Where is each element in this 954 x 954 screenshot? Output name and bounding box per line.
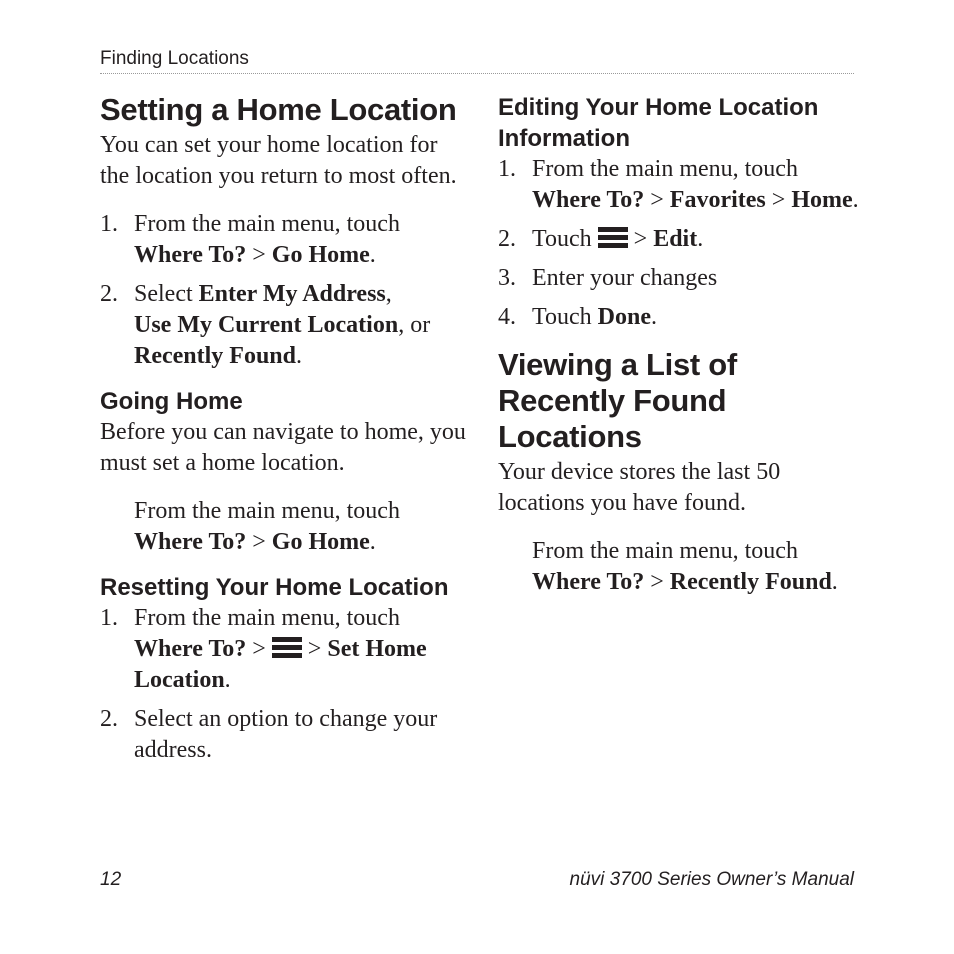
ui-term: Where To? <box>134 242 247 268</box>
ui-term: Where To? <box>532 187 645 213</box>
ui-term: Where To? <box>532 569 645 595</box>
ui-term: Enter My Address <box>198 281 386 307</box>
list-item: 1. From the main menu, touch Where To? > Go Home. <box>100 211 400 268</box>
section-title-recently-found: Viewing a List of Recently Found Locations <box>498 347 737 454</box>
list-item: 2. Select Enter My Address, Use My Current Location, or Recently Found. <box>100 281 431 369</box>
list-item: 4. Touch Done. <box>498 304 657 330</box>
right-column <box>498 92 868 612</box>
left-column <box>100 92 470 780</box>
going-home-instruction: From the main menu, touch Where To? > Go Home. <box>134 498 400 555</box>
recently-found-paragraph: Your device stores the last 50 locations you have found. <box>498 459 781 516</box>
list-item: 2. Touch > Edit. <box>498 226 704 252</box>
ui-term: Recently Found <box>669 569 832 595</box>
ui-term: Use My Current Location <box>134 312 399 338</box>
ui-term: Favorites <box>669 187 766 213</box>
list-item: 3. Enter your changes <box>498 265 718 291</box>
recently-found-instruction: From the main menu, touch Where To? > Recently Found. <box>532 538 838 595</box>
editing-steps <box>498 154 868 333</box>
ui-term: Recently Found <box>134 343 296 369</box>
intro-paragraph: You can set your home location for the location you return to most often. <box>100 132 457 189</box>
list-item: 1. From the main menu, touch Where To? > Favorites > Home. <box>498 156 859 213</box>
subheading-resetting-home: Resetting Your Home Location <box>100 574 449 601</box>
subheading-going-home: Going Home <box>100 388 243 415</box>
list-item: 1. From the main menu, touch Where To? > > Set Home Location. <box>100 605 427 693</box>
menu-icon <box>598 225 628 249</box>
page-number: 12 <box>100 869 122 890</box>
subheading-editing-home: Editing Your Home Location Information <box>498 94 819 152</box>
ui-term: Done <box>597 304 651 330</box>
menu-icon <box>272 635 302 659</box>
section-title-home-location: Setting a Home Location <box>100 92 457 127</box>
list-item: 2. Select an option to change your address. <box>100 706 438 763</box>
ui-term: Where To? <box>134 636 247 662</box>
ui-term: Home <box>791 187 853 213</box>
ui-term: Go Home <box>271 242 370 268</box>
manual-title: nüvi 3700 Series Owner’s Manual <box>569 869 854 890</box>
ui-term: Edit <box>653 226 698 252</box>
home-location-steps <box>100 209 470 372</box>
ui-term: Set Home Location <box>134 636 427 693</box>
resetting-steps <box>100 603 470 766</box>
ui-term: Where To? <box>134 529 247 555</box>
running-header: Finding Locations <box>100 47 854 74</box>
ui-term: Go Home <box>271 529 370 555</box>
going-home-paragraph: Before you can navigate to home, you must set a home location. <box>100 419 466 476</box>
